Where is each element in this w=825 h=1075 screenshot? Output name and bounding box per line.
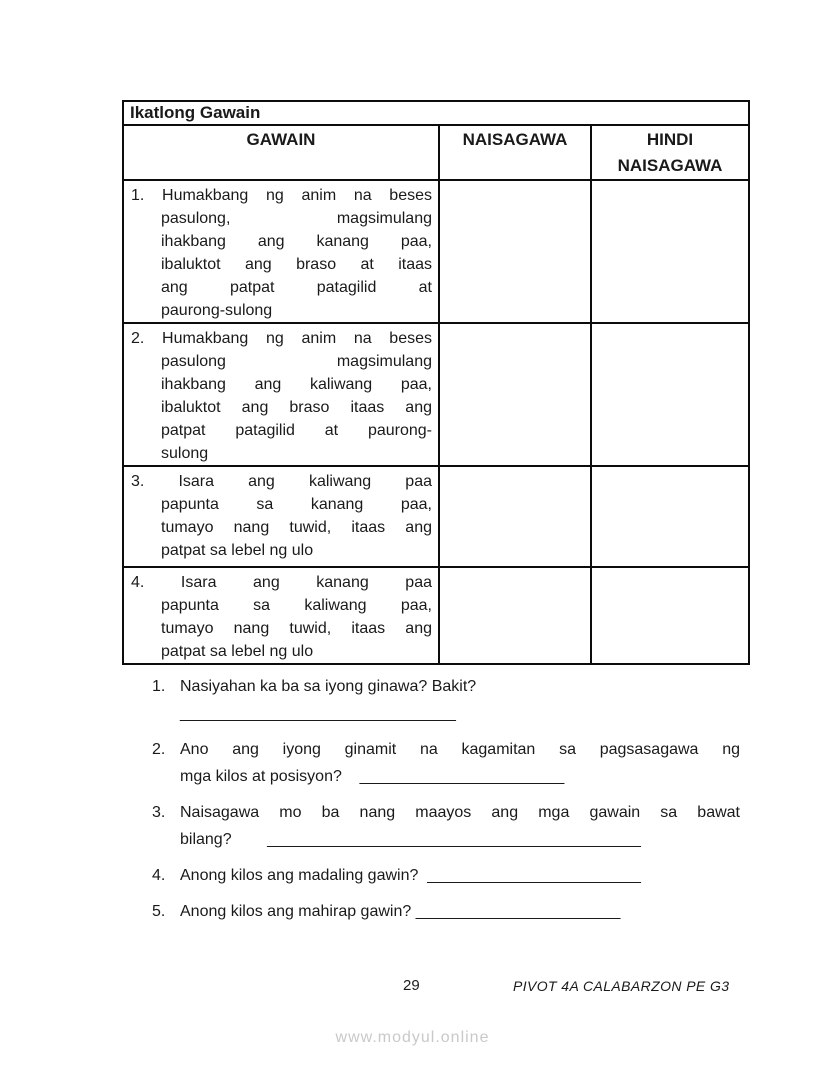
hindi-naisagawa-cell — [591, 323, 749, 466]
activity-line: patpat patagilid at paurong- — [161, 422, 432, 439]
activity-line: pasulong, magsimulang — [161, 210, 432, 227]
naisagawa-cell — [439, 323, 591, 466]
question-item — [152, 673, 740, 727]
question-text: Nasiyahan ka ba sa iyong ginawa? Bakit?_______________________________ — [180, 678, 477, 722]
activity-line: 1. Humakbang ng anim na beses — [131, 187, 432, 204]
hindi-naisagawa-cell — [591, 180, 749, 323]
activity-line: tumayo nang tuwid, itaas ang — [161, 620, 432, 637]
activity-line: ihakbang ang kaliwang paa, — [161, 376, 432, 393]
activity-line: paurong-sulong — [161, 302, 273, 319]
column-header-naisagawa: NAISAGAWA — [439, 125, 591, 180]
activity-cell — [123, 466, 439, 567]
activity-line: patpat sa lebel ng ulo — [161, 643, 314, 660]
column-header-hindi-line2: NAISAGAWA — [617, 156, 723, 175]
activity-line: ibaluktot ang braso itaas ang — [161, 399, 432, 416]
question-number: 3. — [152, 804, 166, 821]
activity-cell — [123, 180, 439, 323]
activity-line: pasulong magsimulang — [161, 353, 432, 370]
activity-line: tumayo nang tuwid, itaas ang — [161, 519, 432, 536]
naisagawa-cell — [439, 567, 591, 664]
activity-line: ang patpat patagilid at — [161, 279, 432, 296]
question-text: Naisagawa mo ba nang maayos ang mga gawain sa bawat — [180, 804, 740, 821]
question-number: 5. — [152, 903, 166, 920]
question-text: Anong kilos ang madaling gawin? ________________________ — [180, 867, 641, 884]
question-item — [152, 799, 740, 853]
hindi-naisagawa-cell — [591, 466, 749, 567]
activity-cell — [123, 323, 439, 466]
question-item — [152, 862, 740, 889]
activity-line: sulong — [161, 445, 209, 462]
hindi-naisagawa-cell — [591, 567, 749, 664]
questions-list — [152, 673, 740, 934]
activity-line: ihakbang ang kanang paa, — [161, 233, 432, 250]
page-number: 29 — [403, 977, 420, 994]
activity-row — [123, 567, 749, 664]
watermark: www.modyul.online — [335, 1029, 490, 1046]
question-text: mga kilos at posisyon? _______________________ — [180, 768, 565, 785]
naisagawa-cell — [439, 180, 591, 323]
activity-line: 2. Humakbang ng anim na beses — [131, 330, 432, 347]
column-header-hindi-naisagawa — [591, 125, 749, 180]
question-number: 2. — [152, 741, 166, 758]
naisagawa-cell — [439, 466, 591, 567]
activity-line: patpat sa lebel ng ulo — [161, 542, 314, 559]
table-title-row — [123, 101, 749, 125]
activity-row — [123, 323, 749, 466]
source-label: PIVOT 4A CALABARZON PE G3 — [513, 978, 730, 994]
activity-cell — [123, 567, 439, 664]
table-title: Ikatlong Gawain — [123, 101, 749, 125]
activity-table — [122, 100, 750, 665]
question-text: Ano ang iyong ginamit na kagamitan sa pagsasagawa ng — [180, 741, 740, 758]
question-text: bilang? __________________________________________ — [180, 831, 641, 848]
activity-rows — [123, 180, 749, 664]
question-text: Anong kilos ang mahirap gawin? _______________________ — [180, 903, 621, 920]
activity-row — [123, 466, 749, 567]
activity-line: 3. Isara ang kaliwang paa — [131, 473, 432, 490]
column-header-gawain: GAWAIN — [123, 125, 439, 180]
question-number: 1. — [152, 678, 166, 695]
column-header-hindi-line1: HINDI — [646, 130, 694, 149]
activity-row — [123, 180, 749, 323]
activity-line: 4. Isara ang kanang paa — [131, 574, 432, 591]
activity-line: papunta sa kaliwang paa, — [161, 597, 432, 614]
question-item — [152, 736, 740, 790]
question-item — [152, 898, 740, 925]
table-header-row — [123, 125, 749, 180]
activity-line: papunta sa kanang paa, — [161, 496, 432, 513]
activity-line: ibaluktot ang braso at itaas — [161, 256, 432, 273]
question-number: 4. — [152, 867, 166, 884]
